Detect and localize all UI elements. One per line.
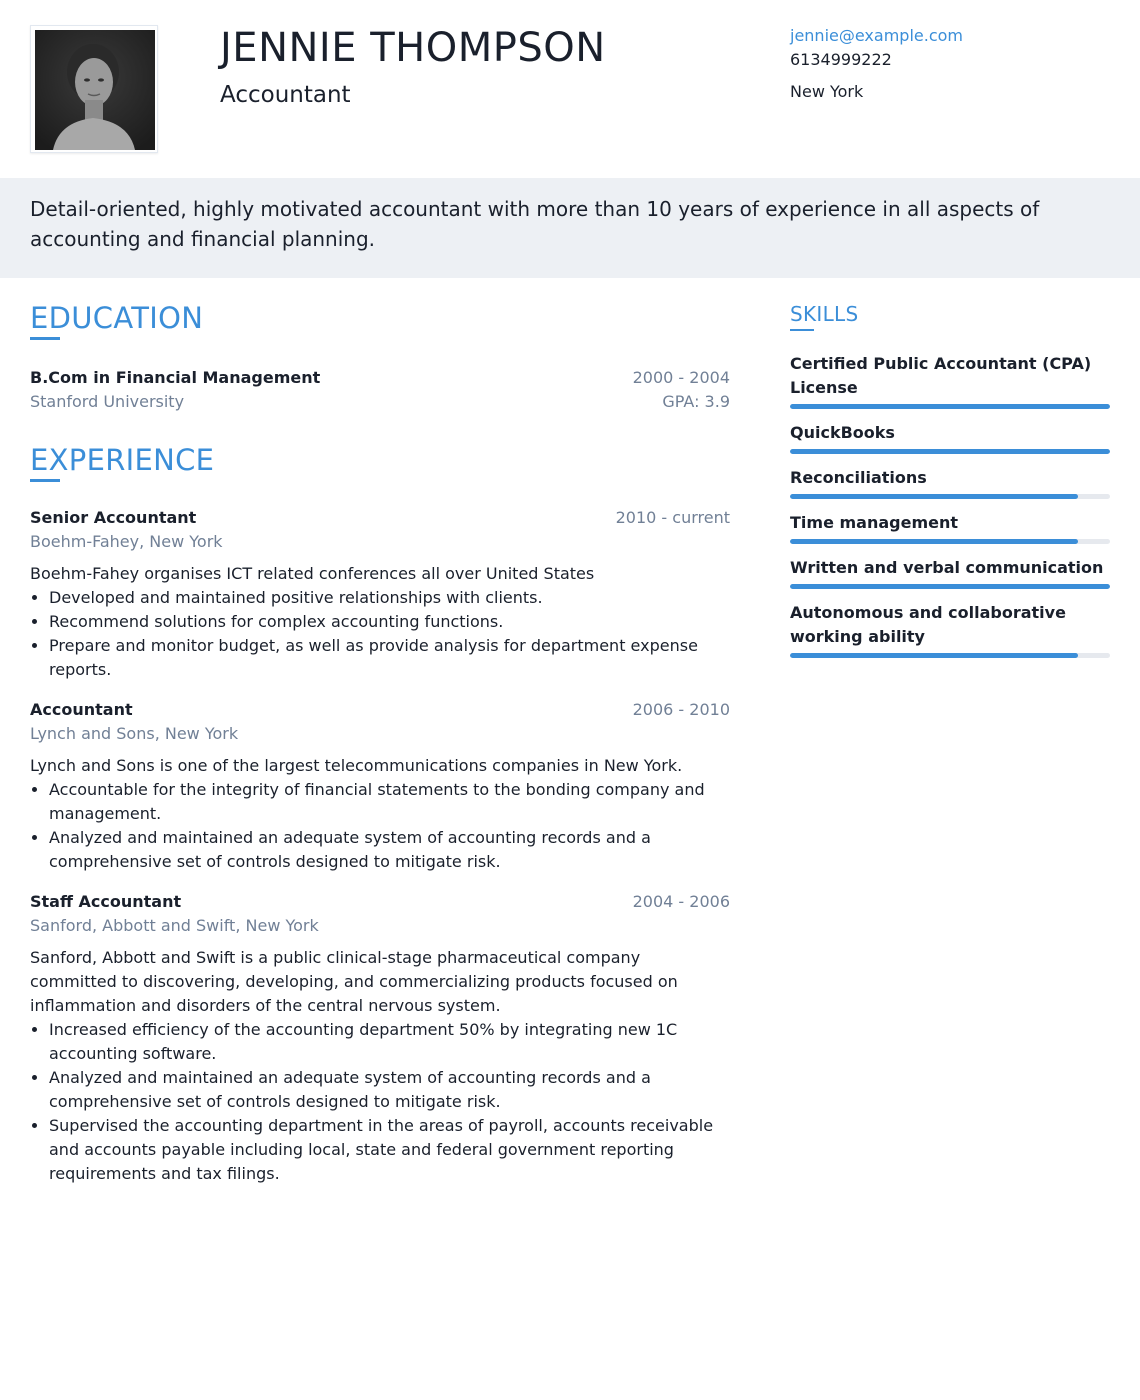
skill-name: Autonomous and collaborative working ability — [790, 603, 1066, 646]
skill-item — [790, 601, 1110, 658]
phone-number: 6134999222 — [790, 50, 892, 69]
portrait-image — [35, 30, 155, 150]
education-years: 2000 - 2004 — [632, 368, 730, 387]
resume-header — [0, 0, 1140, 178]
skills-list — [790, 352, 1110, 658]
job-bullets — [30, 586, 730, 682]
job-role: Staff Accountant — [30, 892, 182, 911]
skill-level-fill — [790, 449, 1110, 454]
job-company: Boehm-Fahey, New York — [30, 532, 223, 551]
skill-level-bar — [790, 653, 1110, 658]
job-bullet: • Recommend solutions for complex accounting functions. — [49, 610, 730, 634]
job-years: 2004 - 2006 — [632, 892, 730, 911]
skill-item — [790, 511, 1110, 544]
skill-level-bar — [790, 449, 1110, 454]
location: New York — [790, 82, 864, 101]
job-bullet: • Developed and maintained positive relationships with clients. — [49, 586, 730, 610]
main-column — [30, 300, 730, 1186]
experience-item — [30, 506, 730, 682]
skill-level-bar — [790, 539, 1110, 544]
summary-text: Detail-oriented, highly motivated accountant with more than 10 years of experience in all aspects of accounting and financial planning. — [30, 197, 1040, 251]
skill-level-fill — [790, 494, 1078, 499]
skill-name: Certified Public Accountant (CPA) License — [790, 354, 1092, 397]
skill-level-bar — [790, 584, 1110, 589]
skill-level-fill — [790, 653, 1078, 658]
skill-name: Time management — [790, 513, 959, 532]
skill-item — [790, 352, 1110, 409]
experience-item — [30, 698, 730, 874]
profile-photo — [35, 30, 155, 150]
job-bullet: • Analyzed and maintained an adequate system of accounting records and a comprehensive set of controls designed to mitigate risk. — [49, 1066, 730, 1114]
job-bullet: • Analyzed and maintained an adequate system of accounting records and a comprehensive set of controls designed to mitigate risk. — [49, 826, 730, 874]
degree-title: B.Com in Financial Management — [30, 368, 321, 387]
skill-level-bar — [790, 404, 1110, 409]
job-description: Lynch and Sons is one of the largest telecommunications companies in New York. — [30, 756, 683, 775]
job-years: 2010 - current — [615, 508, 730, 527]
education-item — [30, 366, 730, 414]
job-bullets — [30, 1018, 730, 1186]
job-bullets — [30, 778, 730, 874]
job-years: 2006 - 2010 — [632, 700, 730, 719]
skill-item — [790, 556, 1110, 589]
skill-name: QuickBooks — [790, 423, 895, 442]
experience-item — [30, 890, 730, 1186]
email-link[interactable]: jennie@example.com — [790, 26, 963, 45]
job-company: Lynch and Sons, New York — [30, 724, 239, 743]
skill-name: Written and verbal communication — [790, 558, 1104, 577]
job-bullet: • Supervised the accounting department in the areas of payroll, accounts receivable and accounts payable including local, state and federal government reporting requirements and tax filings. — [49, 1114, 730, 1186]
job-role: Senior Accountant — [30, 508, 197, 527]
skill-item — [790, 421, 1110, 454]
sidebar-column — [790, 300, 1110, 670]
job-role: Accountant — [30, 700, 133, 719]
job-company: Sanford, Abbott and Swift, New York — [30, 916, 319, 935]
job-description: Boehm-Fahey organises ICT related conferences all over United States — [30, 564, 595, 583]
skill-level-fill — [790, 539, 1078, 544]
job-description: Sanford, Abbott and Swift is a public clinical-stage pharmaceutical company committed to discovering, developing, and commercializing products focused on inflammation and disorders of the central nervous system. — [30, 948, 678, 1015]
school-name: Stanford University — [30, 392, 185, 411]
gpa: GPA: 3.9 — [662, 392, 730, 411]
candidate-name: JENNIE THOMPSON — [220, 25, 606, 71]
education-heading: EDUCATION — [30, 300, 730, 336]
job-title: Accountant — [220, 82, 351, 108]
skills-heading: SKILLS — [790, 300, 1110, 328]
skill-level-bar — [790, 494, 1110, 499]
contact-info — [790, 24, 963, 104]
summary-section — [0, 178, 1140, 278]
skill-level-fill — [790, 404, 1110, 409]
job-bullet: • Accountable for the integrity of financial statements to the bonding company and management. — [49, 778, 730, 826]
skill-level-fill — [790, 584, 1110, 589]
job-bullet: • Prepare and monitor budget, as well as provide analysis for department expense reports. — [49, 634, 730, 682]
job-bullet: • Increased efficiency of the accounting department 50% by integrating new 1C accounting software. — [49, 1018, 730, 1066]
profile-photo-frame — [30, 25, 158, 153]
skill-item — [790, 466, 1110, 499]
skill-name: Reconciliations — [790, 468, 927, 487]
experience-heading: EXPERIENCE — [30, 442, 730, 478]
